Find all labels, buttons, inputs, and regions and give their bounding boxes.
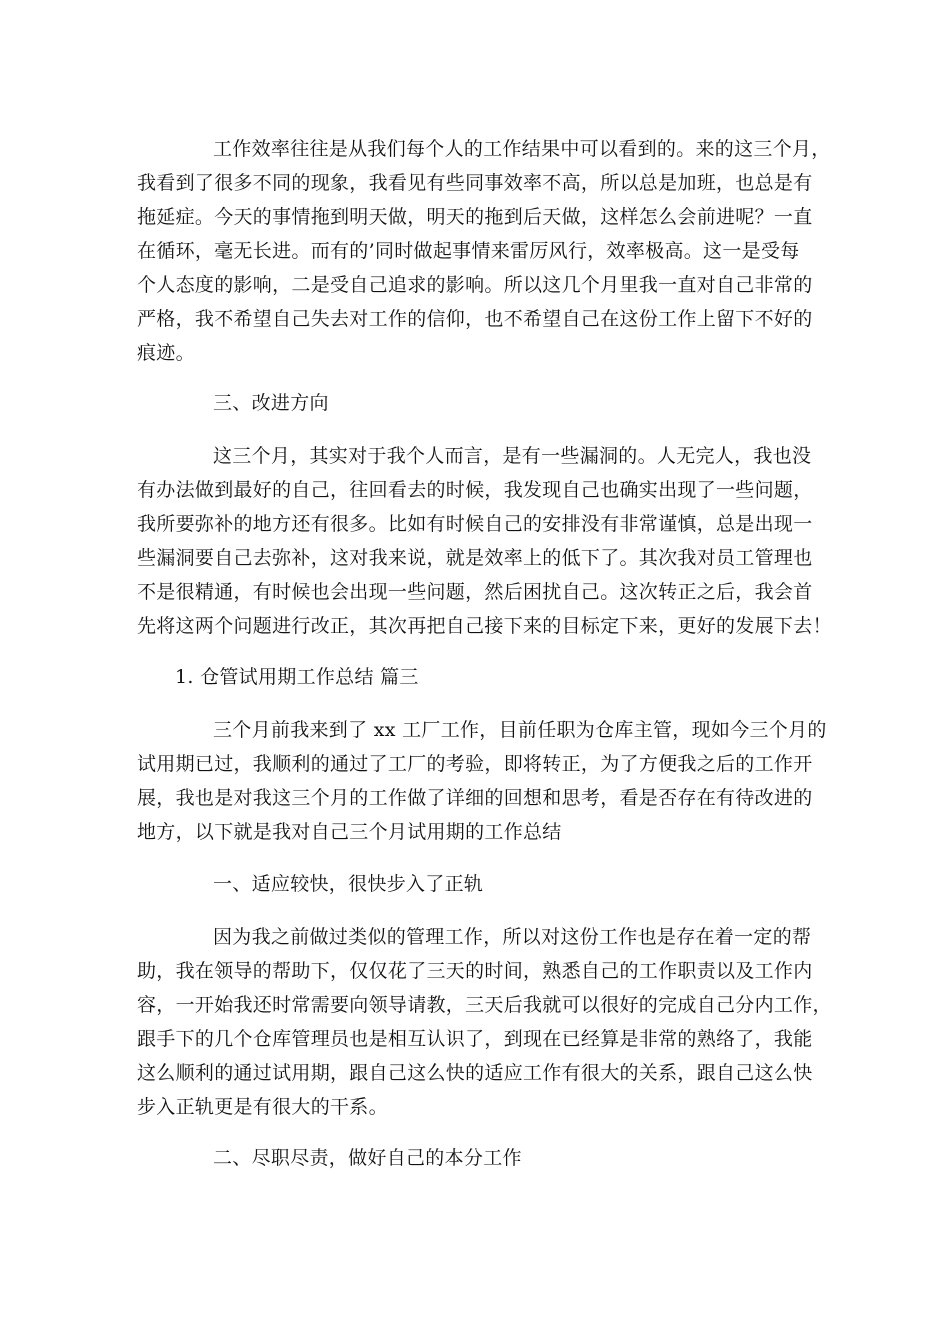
paragraph-adaptation-line: 因为我之前做过类似的管理工作，所以对这份工作也是存在着一定的帮 (213, 926, 812, 948)
paragraph-efficiency-line: 工作效率往往是从我们每个人的工作结果中可以看到的。来的这三个月， (213, 138, 831, 160)
paragraph-efficiency-line: 我看到了很多不同的现象，我看见有些同事效率不高，所以总是加班，也总是有 (137, 172, 813, 194)
section-heading-adaptation: 一、适应较快，很快步入了正轨 (213, 873, 484, 895)
paragraph-improvement-line: 不是很精通，有时候也会出现一些问题，然后困扰自己。这次转正之后，我会首 (137, 581, 813, 603)
paragraph-adaptation-line: 助，我在领导的帮助下，仅仅花了三天的时间，熟悉自己的工作职责以及工作内 (137, 960, 813, 982)
paragraph-intro-line: 展，我也是对我这三个月的工作做了详细的回想和思考，看是否存在有待改进的 (137, 787, 813, 809)
paragraph-adaptation-line: 这么顺利的通过试用期，跟自己这么快的适应工作有很大的关系，跟自己这么快 (137, 1062, 813, 1084)
paragraph-improvement-line: 我所要弥补的地方还有很多。比如有时候自己的安排没有非常谨慎，总是出现一 (137, 513, 813, 535)
article-title-part-three: 1. 仓管试用期工作总结 篇三 (175, 666, 419, 688)
paragraph-efficiency-line: 严格，我不希望自己失去对工作的信仰，也不希望自己在这份工作上留下不好的 (137, 308, 813, 330)
paragraph-improvement-line: 些漏洞要自己去弥补，这对我来说，就是效率上的低下了。其次我对员工管理也 (137, 547, 813, 569)
paragraph-adaptation-line: 容，一开始我还时常需要向领导请教，三天后我就可以很好的完成自己分内工作， (137, 994, 832, 1016)
paragraph-intro-line: 三个月前我来到了 xx 工厂工作，目前任职为仓库主管，现如今三个月的 (213, 719, 827, 741)
paragraph-improvement-line: 先将这两个问题进行改正，其次再把自己接下来的目标定下来，更好的发展下去！ (137, 615, 832, 637)
paragraph-intro-line: 地方，以下就是我对自己三个月试用期的工作总结 (137, 821, 562, 843)
paragraph-improvement-line: 有办法做到最好的自己，往回看去的时候，我发现自己也确实出现了一些问题， (137, 479, 813, 501)
paragraph-intro-line: 试用期已过，我顺利的通过了工厂的考验，即将转正，为了方便我之后的工作开 (137, 753, 813, 775)
paragraph-adaptation-line: 步入正轨更是有很大的干系。 (137, 1096, 388, 1118)
paragraph-efficiency-line: 个人态度的影响，二是受自己追求的影响。所以这几个月里我一直对自己非常的 (137, 274, 813, 296)
section-heading-improvement: 三、改进方向 (213, 392, 329, 414)
section-heading-duty: 二、尽职尽责，做好自己的本分工作 (213, 1147, 522, 1169)
paragraph-improvement-line: 这三个月，其实对于我个人而言，是有一些漏洞的。人无完人，我也没 (213, 445, 812, 467)
paragraph-adaptation-line: 跟手下的几个仓库管理员也是相互认识了，到现在已经算是非常的熟络了，我能 (137, 1028, 813, 1050)
paragraph-efficiency-line: 痕迹。 (137, 342, 195, 364)
paragraph-efficiency-line: 拖延症。今天的事情拖到明天做，明天的拖到后天做，这样怎么会前进呢？一直 (137, 206, 813, 228)
paragraph-efficiency-line: 在循环，毫无长进。而有的’同时做起事情来雷厉风行，效率极高。这一是受每 (137, 240, 800, 262)
